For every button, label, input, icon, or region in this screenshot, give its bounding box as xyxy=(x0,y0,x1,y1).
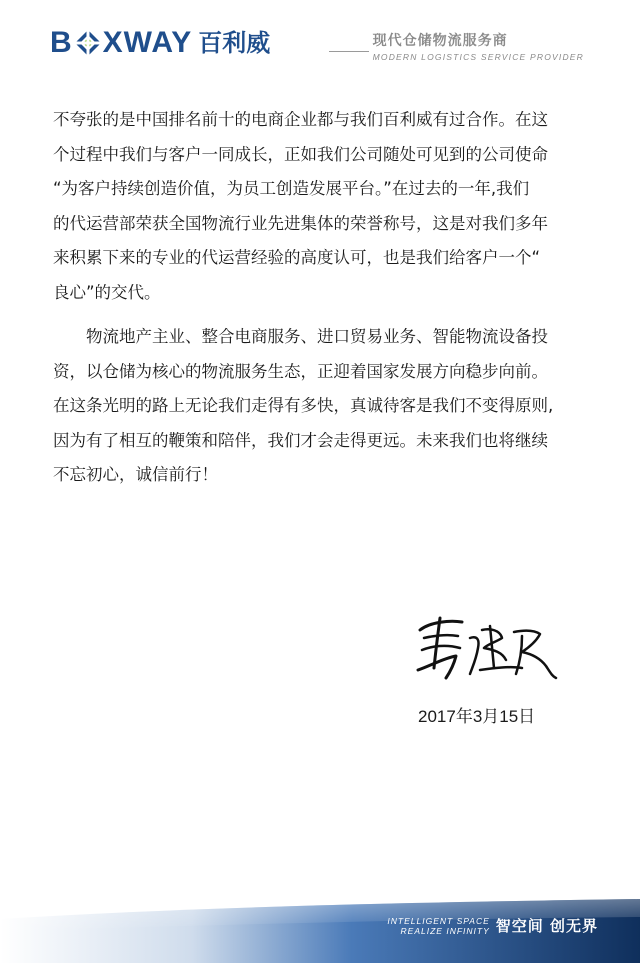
letter-date: 2017年3月15日 xyxy=(418,707,536,726)
tagline-divider xyxy=(329,51,369,52)
letterhead-header xyxy=(0,0,640,80)
text-line: 的代运营部荣获全国物流行业先进集体的荣誉称号，这是对我们多年 xyxy=(53,213,548,233)
logo-chinese-name: 百利威 xyxy=(198,29,271,57)
text-line: “为客户持续创造价值，为员工创造发展平台。”在过去的一年,我们 xyxy=(53,179,530,198)
footer-slogan-chinese: 智空间 创无界 xyxy=(495,917,598,935)
handwritten-signature xyxy=(410,608,560,688)
text-line: 来积累下来的专业的代运营经验的高度认可，也是我们给客户一个“ xyxy=(53,248,541,267)
footer-slogan-english xyxy=(387,916,489,936)
logo-wordmark-b: B xyxy=(50,26,73,59)
logo-wordmark-xway: XWAY xyxy=(102,26,193,59)
letter-body xyxy=(53,103,603,493)
text-line: 物流地产主业、整合电商服务、进口贸易业务、智能物流设备投 xyxy=(86,327,548,346)
footer-slogan-en-line2: REALIZE INFINITY xyxy=(400,925,490,936)
letter-paragraph-2 xyxy=(53,320,603,493)
text-line: 因为有了相互的鞭策和陪伴，我们才会走得更远。未来我们也将继续 xyxy=(53,430,548,450)
text-line: 个过程中我们与客户一同成长，正如我们公司随处可见到的公司使命 xyxy=(53,144,548,164)
header-tagline xyxy=(329,30,584,62)
text-line: 良心”的交代。 xyxy=(53,282,161,302)
tagline-chinese: 现代仓储物流服务商 xyxy=(372,33,508,49)
text-line: 资，以仓储为核心的物流服务生态，正迎着国家发展方向稳步向前。 xyxy=(53,361,548,381)
logo-diamond-icon xyxy=(74,29,102,57)
boxway-logo xyxy=(50,28,270,58)
tagline-english: MODERN LOGISTICS SERVICE PROVIDER xyxy=(372,52,584,62)
letter-paragraph-1 xyxy=(53,103,603,310)
footer-slogan xyxy=(387,915,598,936)
text-line: 在这条光明的路上无论我们走得有多快，真诚待客是我们不变得原则, xyxy=(53,396,554,415)
footer-slogan-en-line1: INTELLIGENT SPACE xyxy=(387,915,490,926)
text-line: 不夸张的是中国排名前十的电商企业都与我们百利威有过合作。在这 xyxy=(53,110,548,129)
text-line: 不忘初心，诚信前行！ xyxy=(53,465,218,484)
